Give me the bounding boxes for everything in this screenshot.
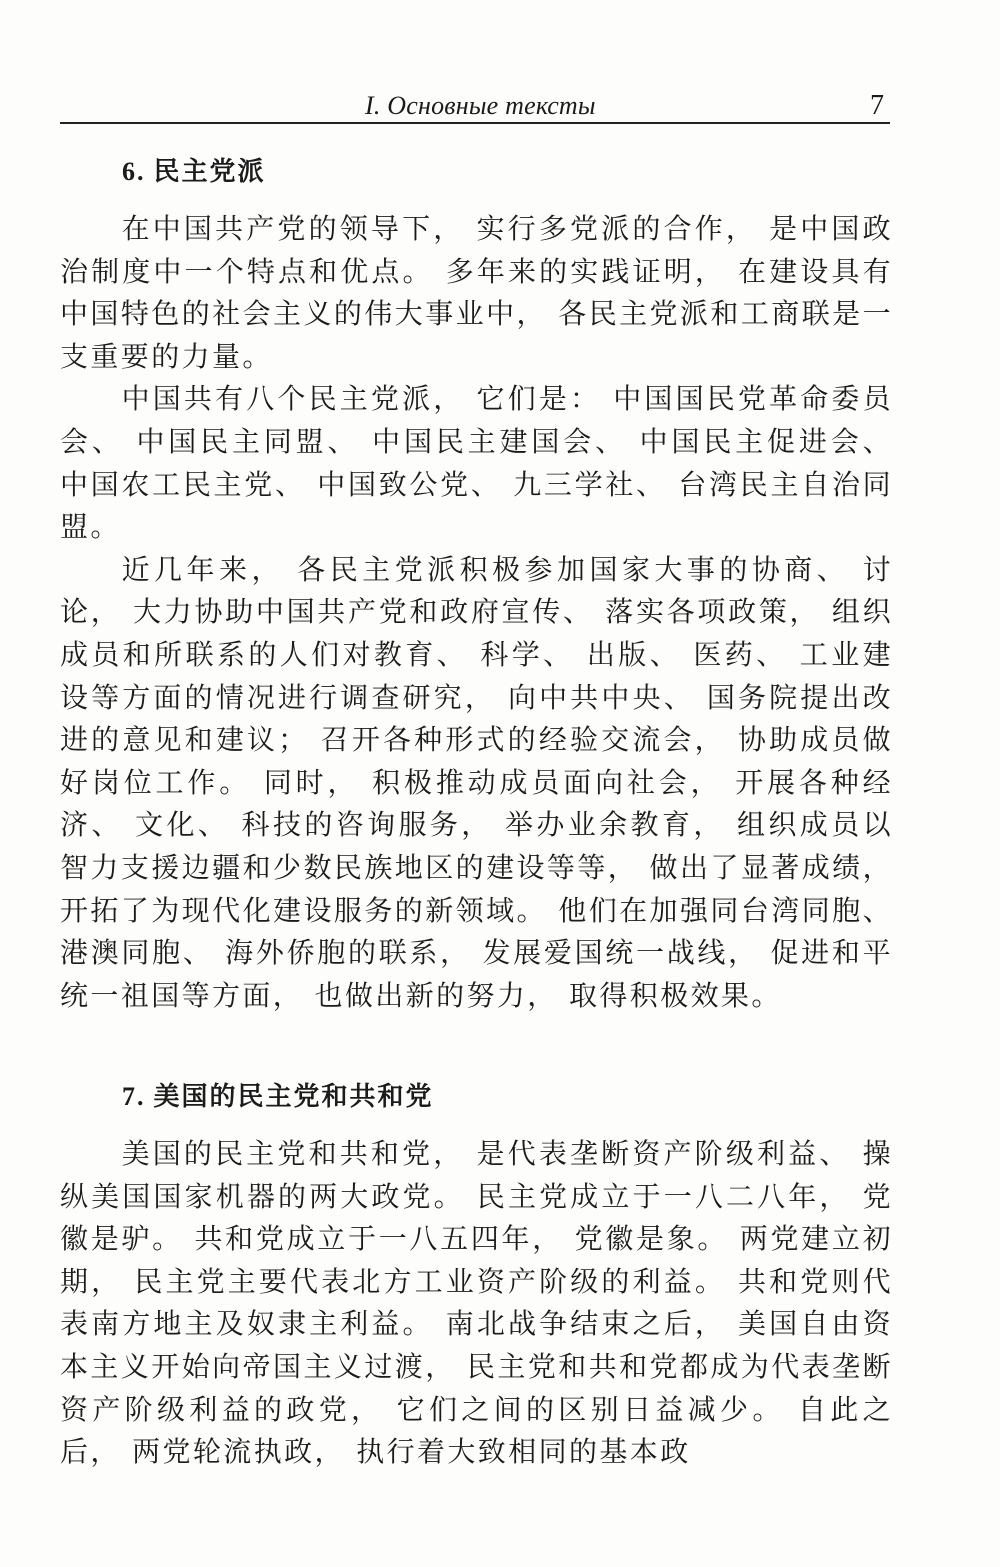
paragraph: 美国的民主党和共和党， 是代表垄断资产阶级利益、 操纵美国国家机器的两大政党。 民主党成立于一八二八年， 党徽是驴。 共和党成立于一八五四年， 党徽是象。 两党建立初期， 民主党主要代表北方工业资产阶级的利益。 共和党则代表南方地主及奴隶主利益。 南北战争结束之后， 美国自由资本主义开始向帝国主义过渡， 民主党和共和党都成为代表垄断资产阶级利益的政党， 它们之间的区别日益减少。 自此之后， 两党轮流执政， 执行着大致相同的基本政 [60, 1137, 893, 1469]
paragraph: 中国共有八个民主党派， 它们是： 中国国民党革命委员会、 中国民主同盟、 中国民主建国会、 中国民主促进会、 中国农工民主党、 中国致公党、 九三学社、 台湾民主自治同盟。 [60, 382, 893, 544]
section-heading [60, 1077, 893, 1117]
section-democratic-parties [60, 152, 893, 1017]
section-title: 美国的民主党和共和党 [153, 1082, 434, 1112]
section-us-parties [60, 1077, 893, 1474]
section-number: 7. [122, 1082, 146, 1111]
page-number: 7 [870, 90, 884, 121]
section-heading [60, 152, 893, 192]
section-number: 6. [122, 157, 146, 186]
running-title: I. Основные тексты [365, 91, 596, 120]
section-title: 民主党派 [153, 157, 266, 187]
paragraph: 近几年来， 各民主党派积极参加国家大事的协商、 讨论， 大力协助中国共产党和政府宣传、 落实各项政策， 组织成员和所联系的人们对教育、 科学、 出版、 医药、 工业建设等方面的情况进行调查研究， 向中共中央、 国务院提出改进的意见和建议； 召开各种形式的经验交流会， 协助成员做好岗位工作。 同时， 积极推动成员面向社会， 开展各种经济、 文化、 科技的咨询服务， 举办业余教育， 组织成员以智力支援边疆和少数民族地区的建设等等， 做出了显著成绩， 开拓了为现代化建设服务的新领域。 他们在加强同台湾同胞、 港澳同胞、 海外侨胞的联系， 发展爱国统一战线， 促进和平统一祖国等方面， 也做出新的努力， 取得积极效果。 [60, 552, 893, 1012]
running-header [60, 88, 890, 124]
paragraph: 在中国共产党的领导下， 实行多党派的合作， 是中国政治制度中一个特点和优点。 多年来的实践证明， 在建设具有中国特色的社会主义的伟大事业中， 各民主党派和工商联是一支重要的力量。 [60, 212, 893, 373]
